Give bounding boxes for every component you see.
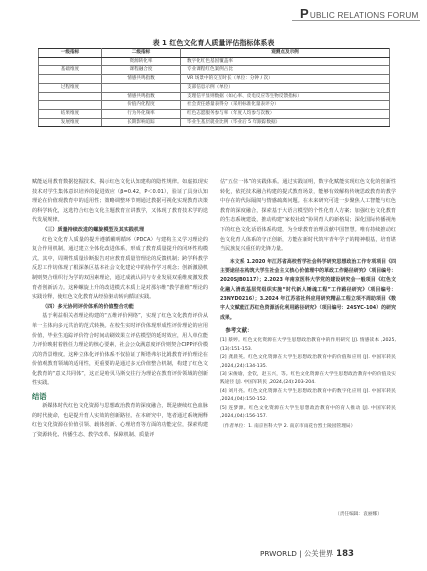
table-cell: 情感共鸣指数 [102, 75, 181, 84]
author-affiliation: （作者单位：1. 南京医科大学 2. 南京市雨花台烈士陵园管理局） [220, 424, 356, 430]
table-row [39, 75, 390, 84]
table-row [39, 109, 390, 118]
page-footer [260, 549, 354, 559]
journal-header [300, 6, 419, 21]
body-paragraph: 红色文化育人质量的提升遵循戴明循环（PDCA）与建构主义学习理论的复合作用机制，通过建立全体化改进体系，形成了教育质量提升的闭环性构模式。其中，周期性质量诊断报告对应教育质量管理论的反馈机制；跨学科教学反思工作坊体现了根深条区基本社会文化建论中的协作学习观念；创新激励机制则契合组织行为学的双因素理论，通过成就认同与专业发展双重维度激发教育者创新活力。这种螺旋上升的改进模式本质上是对那尔维“教学准维”理论的实践诠释，使红色文化教育从经验驱动转向循证实践。 [32, 236, 208, 301]
table-cell: 支理信平显则数据（如心率、皮电反应等生物反馈指标） [181, 92, 390, 101]
table-cell: 专业课程红色案例占比 [181, 66, 390, 75]
body-paragraph: 新媒体时代红色文化资源与思想政治教育的深度融合，既是赓续红色血脉的时代使命，也是提升育人实效的创新路径。在本研究中，笔者通过系统阐释红色文化资源在价值引领、载体创新、心理培育等方面的功能定位，探索构建了资源转化、传播生态、教学改革、保障机制、质量评 [32, 403, 208, 438]
table-header-row [39, 49, 390, 58]
table-cell: VR 场景中的交互时长（单位：分钟 / 次） [181, 75, 390, 84]
table-row [39, 92, 390, 101]
table-row [39, 118, 390, 127]
table-row [39, 57, 390, 66]
reference-item: [1] 蔡婷。红色文化资源在大学生思想政治教育中的作用研究 [J]. 情感读本 ,2025,(13):151-153. [220, 338, 396, 352]
table-header-cell: 一级指标 [39, 49, 102, 58]
table-cell: 资源转化率 [102, 57, 181, 66]
table-cell: 结果维度 [39, 109, 102, 118]
table-cell [39, 92, 102, 101]
page-number: 183 [336, 549, 354, 559]
table-row [39, 101, 390, 110]
table-cell: 数字化红色基因覆盖率 [181, 57, 390, 66]
table-row [39, 83, 390, 92]
table-cell [39, 101, 102, 110]
table-header-cell: 观测点及示例 [181, 49, 390, 58]
reference-item: [5] 连梦源。红色文化资源在大学生思想政治教育中的育人推动 [J]. 中国军转民 ,2024,(04):156-157. [220, 405, 396, 420]
table-cell: 支部信息示例（单位） [181, 83, 390, 92]
table-cell: 毕业生基层就业比例（毕业后 5 年跟踪数据） [181, 118, 390, 127]
table-title: 表 1 红色文化育人质量评估指标体系表 [152, 39, 275, 47]
table-cell: 行为外化频率 [102, 109, 181, 118]
editor-note: （责任编辑：袁丽娜） [335, 512, 382, 517]
table-cell: 发展维度 [39, 118, 102, 127]
body-paragraph: 估“五位一体”的实践体系。通过实践证明，数字化赋能实现红色文化的创新性转化，依托技术融合构建的提式教育场景，能够有效解构传统思政教育的教学中存在的代际隔阂与情感疏离问题。在未来研究可进一步聚焦人工智能与红色教育的深度融合，探索基于大语言模型的个性化育人方案；加强红色文化教育的生态系统建设，推动构建“家校社政”协同育人的新格局；深化国际传播视角下的红色文化话语体系构建，为全球教育治理贡献中国智慧。唯有持续推动红色文化育人体系的守正创新，方能在新时代筑牢青年学子的精神根基，培育堪当民族复兴重任的先锋力量。 [220, 179, 396, 253]
evaluation-table [38, 48, 390, 127]
header-initial: P [300, 6, 309, 21]
table-cell [39, 57, 102, 66]
reference-item: [3] 宋俊瑜，金钦，赵玉兴，等。红色文化资源在大学生思想政治教育中的价值及实践途径 [J]. 中国军转民 ,2024,(24):203-204. [220, 372, 396, 386]
header-rule [292, 20, 420, 21]
table-cell: 课程融合度 [102, 66, 181, 75]
header-text: UBLIC RELATIONS FORUM [309, 11, 419, 20]
table-cell: 红色志愿服务参与率（年度人均参与次数） [181, 109, 390, 118]
table-cell: 长期影响追踪 [102, 118, 181, 127]
table-cell [39, 75, 102, 84]
right-column [220, 178, 396, 432]
body-paragraph: 基于利益相关者理论构建的“五维评价网络”，实现了红色文化教育评价从单一主体向多元共治的范式转换。在校生实时评价体现形成性评价理论的应用价值，毕业生追踪评价符合时间动刷效果立评估模型的延时效应，用人单位能力评价映射着胜任力理论的核心要素，社会公众满意度评价则契合CIPP评价模式的背景维度。这种立体化评价体系不仅验证了斯塔弗尔比姆教育评价理论在价值观教育领域的适用性，更重要的是通过多元价值整合机制，构建了红色文化教育的“意义共同体”，这正是哈贝马斯交往行为理论在教育评价领域的创新性实践。 [32, 313, 208, 387]
reference-item: [4] 刘月亮。红色文化资源在大学生思想政治教育中的数字化应用 [J]. 中国军转民 ,2024,(04):150-152. [220, 388, 396, 403]
table-cell: 基础维度 [39, 66, 102, 75]
table-cell: 社会责任感量表得分（采用标准化量表评分） [181, 101, 390, 110]
table-row [39, 66, 390, 75]
left-column [32, 178, 208, 440]
reference-item: [2] 龚晨英。红色文化资源在大学生思想政治教育中的价值和应用 [J]. 中国军转民 ,2024,(24):134-135. [220, 355, 396, 369]
section-subheading: （三）质量持续改进的螺旋模型及其实践机理 [42, 226, 145, 233]
table-cell: 情感共鸣指数 [102, 92, 181, 101]
section-subheading: （四）多元协同评价体系的价值整合功能 [42, 303, 134, 310]
references-heading: 参考文献： [225, 327, 253, 334]
funding-note: 本文系 1.2020 年江苏省高校哲学社会科学研究思想政治工作专项项目《四主要途径在构筑大学生社会主义核心价值理中的革政工作路径研究》（项目编号：2020SJB0117）；2.2023 年南京医科大学党的建设研究会一般项目《红色文化融入清政基层党组织实施“时代新人锤魂工程”工作路径研究》（项目编号：23NYD0216）；3.2024 年江苏省社科应用研究精品工程立项不周助项目《数字人文赋能江苏红色资源活化利用路径研究》（项目编号：24SYC-104）的研究成果。 [220, 258, 396, 321]
table-cell: 价值内化程度 [102, 101, 181, 110]
conclusion-heading: 结语 [32, 392, 47, 402]
footer-label: PRWORLD | 公关世界 [260, 549, 334, 558]
table-header-cell: 二级指标 [102, 49, 181, 58]
body-paragraph: 赋能运用教育数据挖掘技术，揭示红色文化认知建构的隐性规律。如虚拟现实技术对学生集体意识培养的促进效应（β=0.42，P＜0.01），验证了具身认知理论在价值观教育中的适用性；策略调整环节则通过教据可视化实现教育决策的科学转化，这选符合红色文化主题教育宣讲教学，又体现了教育技术学的迭代发展规律。 [32, 179, 208, 224]
table-cell: 过程维度 [39, 83, 102, 92]
table-cell [102, 83, 181, 92]
